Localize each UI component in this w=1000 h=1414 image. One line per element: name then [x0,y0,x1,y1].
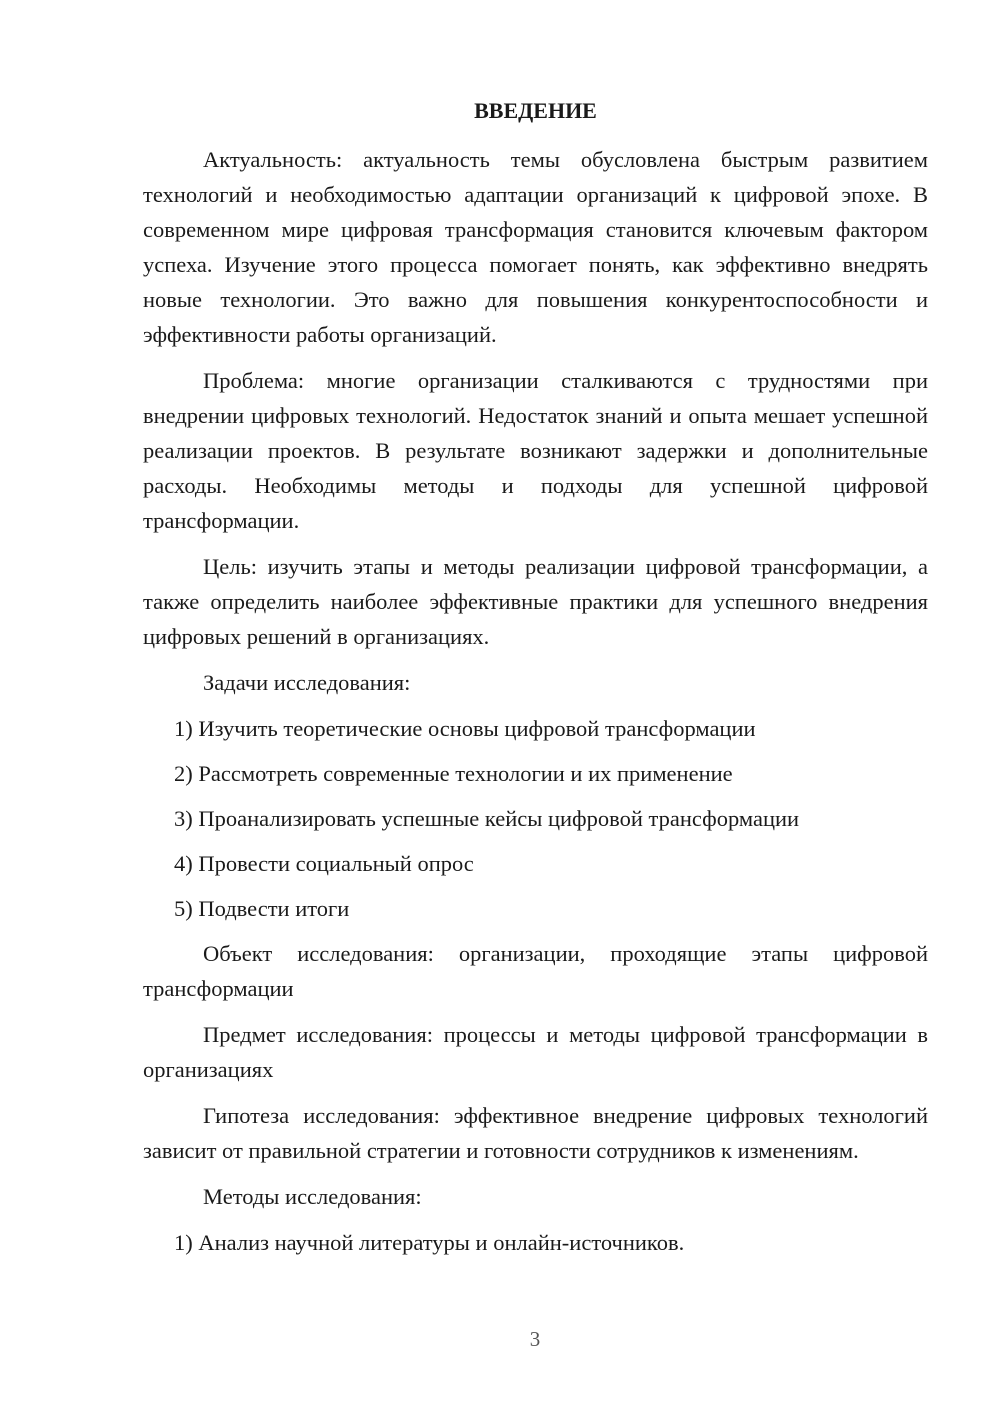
task-item-2: 2) Рассмотреть современные технологии и их применение [174,761,733,786]
subject-paragraph: Предмет исследования: процессы и методы цифровой трансформации в организациях [143,1022,928,1082]
object-paragraph: Объект исследования: организации, проходящие этапы цифровой трансформации [143,941,928,1001]
relevance-paragraph: Актуальность: актуальность темы обусловлена быстрым развитием технологий и необходимостью адаптации организаций к цифровой эпохе. В современном мире цифровая трансформация становится ключевым фактором успеха. Изучение этого процесса помогает понять, как эффективно внедрять новые технологии. Это важно для повышения конкурентоспособности и эффективности работы организаций. [143,147,928,347]
methods-label: Методы исследования: [203,1184,422,1209]
page-number: 3 [529,1327,541,1351]
task-item-5: 5) Подвести итоги [174,896,350,921]
document-page [143,96,928,1270]
goal-paragraph: Цель: изучить этапы и методы реализации цифровой трансформации, а также определить наиболее эффективные практики для успешного внедрения цифровых решений в организациях. [143,554,928,649]
problem-paragraph: Проблема: многие организации сталкиваются с трудностями при внедрении цифровых технологий. Недостаток знаний и опыта мешает успешной реализации проектов. В результате возникают задержки и дополнительные расходы. Необходимы методы и подходы для успешной цифровой трансформации. [143,368,928,533]
task-item-3: 3) Проанализировать успешные кейсы цифровой трансформации [174,806,800,831]
task-item-4: 4) Провести социальный опрос [174,851,474,876]
hypothesis-paragraph: Гипотеза исследования: эффективное внедрение цифровых технологий зависит от правильной стратегии и готовности сотрудников к изменениям. [143,1103,928,1163]
tasks-label: Задачи исследования: [203,670,411,695]
task-item-1: 1) Изучить теоретические основы цифровой трансформации [174,716,756,741]
method-item-1: 1) Анализ научной литературы и онлайн-источников. [174,1230,685,1255]
page-title: ВВЕДЕНИЕ [474,98,597,123]
